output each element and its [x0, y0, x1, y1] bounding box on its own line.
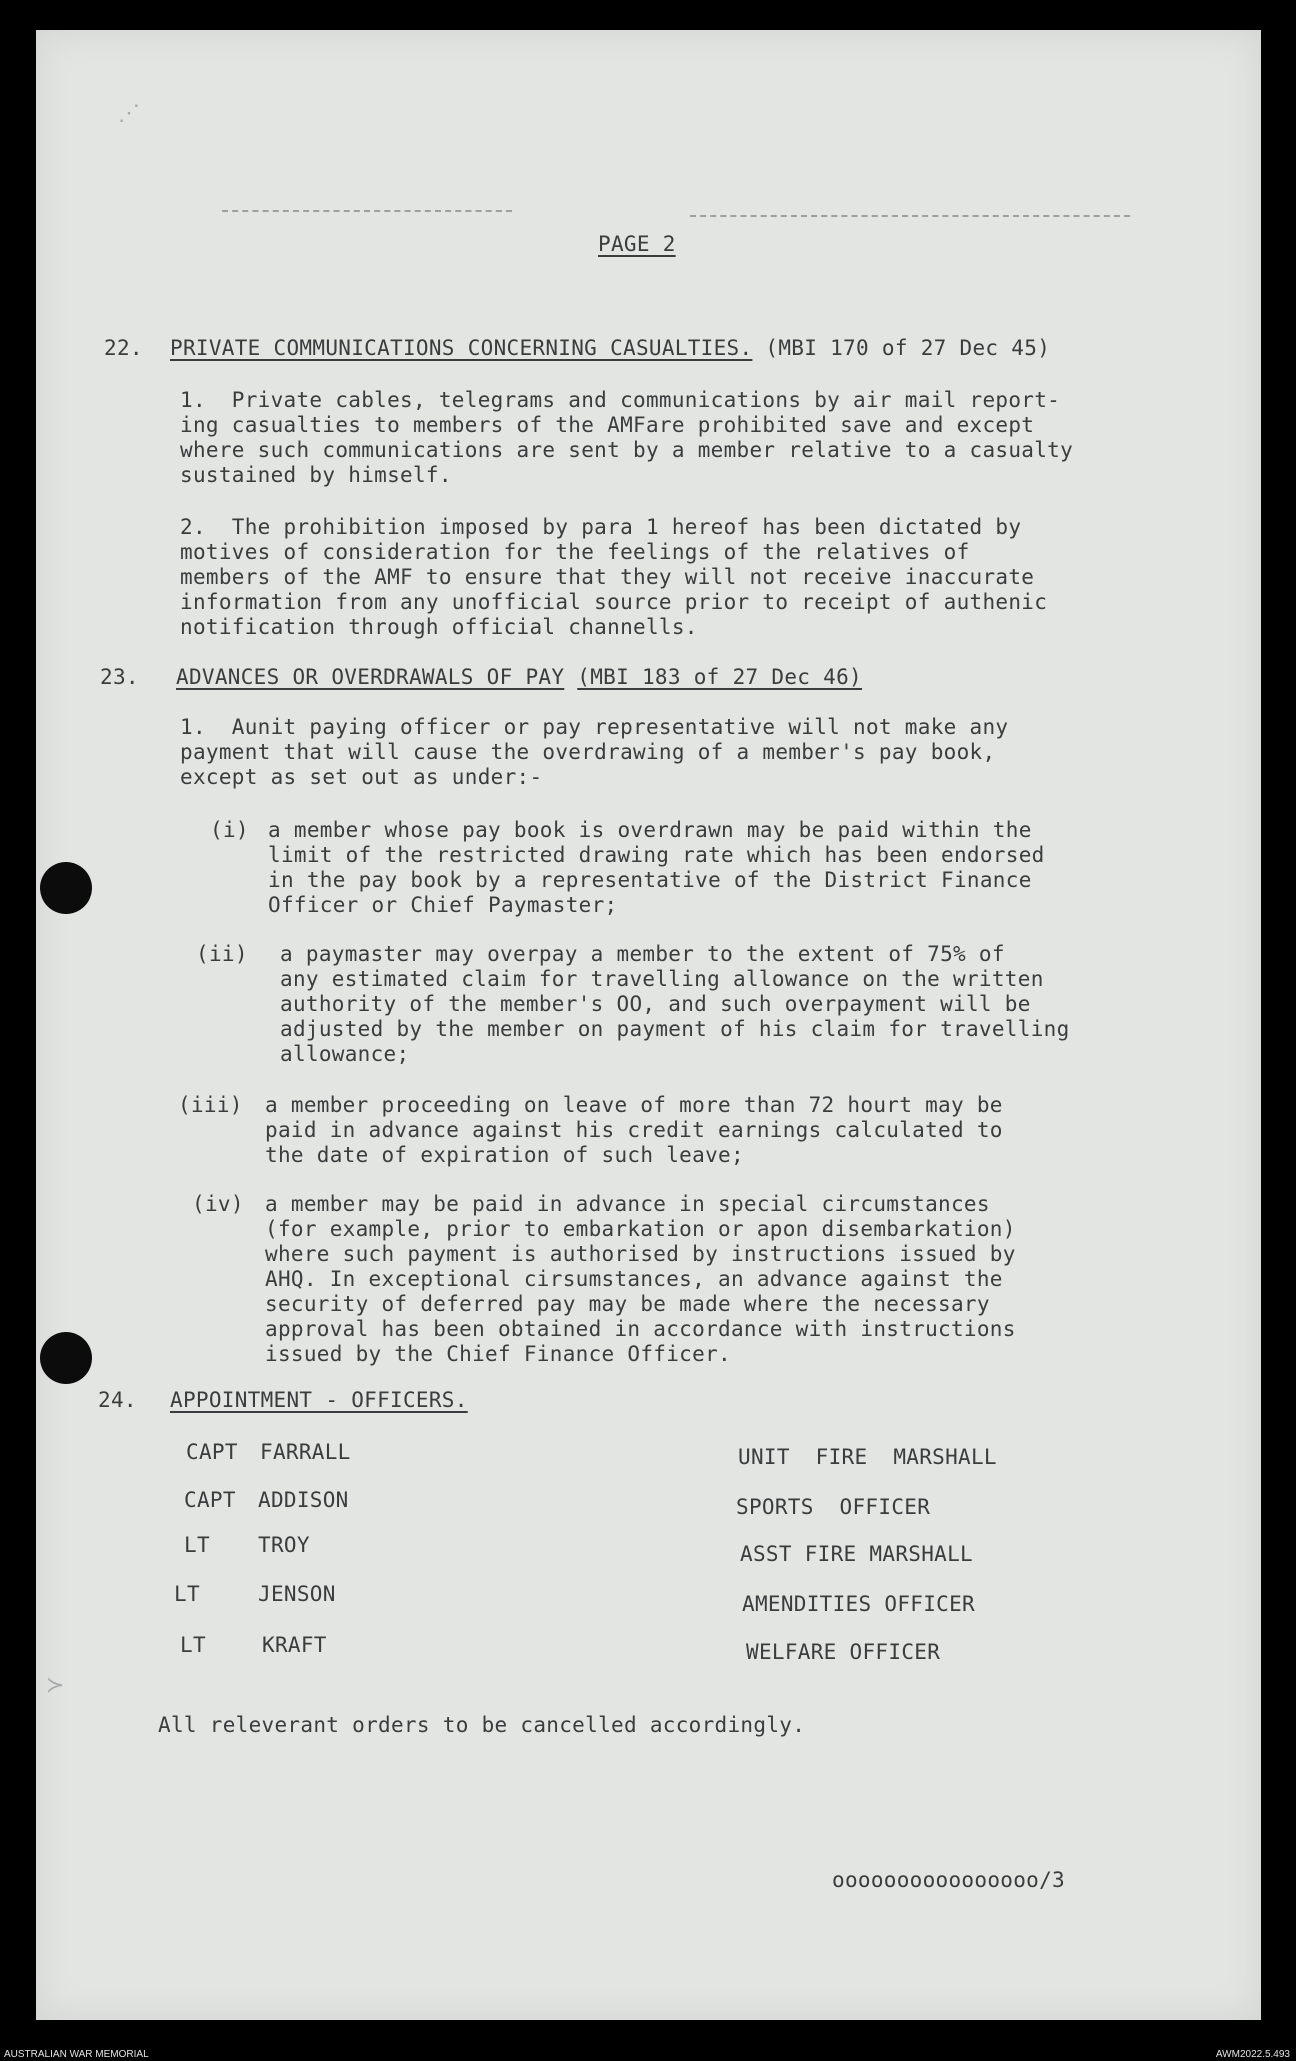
section-22-heading: PRIVATE COMMUNICATIONS CONCERNING CASUALTIES. [170, 336, 753, 360]
staple-mark-top: ⋰ [118, 100, 140, 125]
item-label: (iii) [178, 1093, 243, 1117]
archive-label: AUSTRALIAN WAR MEMORIAL [4, 2049, 149, 2060]
section-22-para-2: 2. The prohibition imposed by para 1 hereof has been dictated by motives of consideration for the feelings of the relatives of members of the AMF to ensure that they will not receive inaccurate information from any unofficial source prior to receipt of authenic notification through official channells. [180, 515, 1048, 639]
torn-edge-left [222, 210, 512, 212]
appointment-rank: CAPT [184, 1488, 236, 1512]
appointment-role: SPORTS OFFICER [736, 1495, 931, 1519]
appointment-name: TROY [258, 1533, 310, 1557]
section-22-number: 22. [104, 336, 143, 360]
appointment-name: JENSON [258, 1582, 336, 1606]
section-23-number: 23. [100, 665, 139, 689]
section-24-number: 24. [98, 1388, 137, 1412]
item-text: a member may be paid in advance in special circumstances (for example, prior to embarkation or apon disembarkation) where such payment is authorised by instructions issued by AHQ. In exceptional cirsumstances, an advance against the security of deferred pay may be made where the necessary approval has been obtained in accordance with instructions issued by the Chief Finance Officer. [265, 1192, 1016, 1366]
appointment-role: ASST FIRE MARSHALL [740, 1542, 973, 1566]
item-text: a member proceeding on leave of more than 72 hourt may be paid in advance against his credit earnings calculated to the date of expiration of such leave; [265, 1093, 1003, 1167]
closing-statement: All releverant orders to be cancelled accordingly. [158, 1713, 806, 1737]
section-24-heading: APPOINTMENT - OFFICERS. [170, 1388, 468, 1412]
section-23-ref: (MBI 183 of 27 Dec 46) [577, 665, 862, 689]
appointment-role: WELFARE OFFICER [746, 1640, 941, 1664]
section-23-para-1: 1. Aunit paying officer or pay representative will not make any payment that will cause the overdrawing of a member's pay book, except as set out as under:- [180, 715, 1009, 789]
archive-id: AWM2022.5.493 [1215, 2049, 1290, 2060]
appointment-name: FARRALL [260, 1440, 351, 1464]
appointment-rank: LT [180, 1633, 206, 1657]
section-22-title [170, 336, 1050, 361]
page-number: PAGE 2 [598, 232, 676, 256]
appointment-role: AMENDITIES OFFICER [742, 1592, 975, 1616]
section-23-title [176, 665, 862, 690]
appointment-rank: CAPT [186, 1440, 238, 1464]
item-label: (ii) [196, 942, 248, 966]
staple-mark-bottom: ≻ [46, 1672, 65, 1697]
section-23-heading: ADVANCES OR OVERDRAWALS OF PAY [176, 665, 565, 689]
section-22-ref: (MBI 170 of 27 Dec 45) [765, 336, 1051, 360]
punch-hole-bottom [40, 1332, 92, 1384]
item-label: (iv) [192, 1192, 244, 1216]
appointment-rank: LT [184, 1533, 210, 1557]
continuation-mark: oooooooooooooooo/3 [832, 1868, 1065, 1892]
item-text: a paymaster may overpay a member to the extent of 75% of any estimated claim for travelling allowance on the written authority of the member's OO, and such overpayment will be adjusted by the member on payment of his claim for travelling allowance; [280, 942, 1070, 1066]
item-text: a member whose pay book is overdrawn may be paid within the limit of the restricted drawing rate which has been endorsed in the pay book by a representative of the District Finance Officer or Chief Paymaster; [268, 818, 1045, 917]
punch-hole-top [40, 862, 92, 914]
section-22-para-1: 1. Private cables, telegrams and communications by air mail report- ing casualties to members of the AMFare prohibited save and except where such communications are sent by a member relative to a casualty sustained by himself. [180, 388, 1074, 487]
appointment-name: KRAFT [262, 1633, 327, 1657]
appointment-rank: LT [174, 1582, 200, 1606]
torn-edge-right [690, 215, 1130, 217]
appointment-name: ADDISON [258, 1488, 349, 1512]
item-label: (i) [210, 818, 249, 842]
appointment-role: UNIT FIRE MARSHALL [738, 1445, 997, 1469]
